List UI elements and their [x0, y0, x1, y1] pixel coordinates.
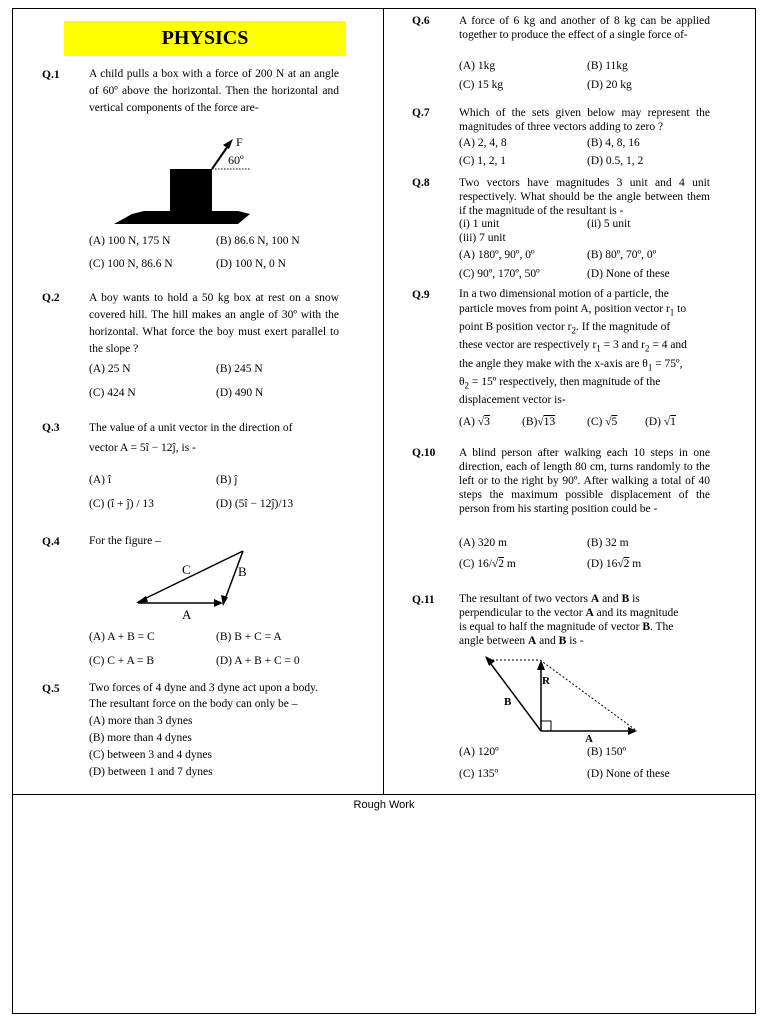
- q2-number: Q.2: [42, 292, 60, 304]
- q11-arrowhead-a: [628, 727, 637, 735]
- q7-number: Q.7: [412, 107, 430, 119]
- q5-text-1: Two forces of 4 dyne and 3 dyne act upon a body.: [89, 682, 319, 694]
- q8-option-a[interactable]: (A) 180º, 90º, 0º: [459, 249, 535, 261]
- q10-option-a[interactable]: (A) 320 m: [459, 537, 507, 549]
- q7-option-b[interactable]: (B) 4, 8, 16: [587, 137, 640, 149]
- q2-option-a[interactable]: (A) 25 N: [89, 363, 131, 375]
- q6-option-a[interactable]: (A) 1kg: [459, 60, 496, 72]
- q3-option-c[interactable]: (C) (î + ĵ) / 13: [89, 498, 154, 510]
- q1-text: A child pulls a box with a force of 200 N at an angle of 60º above the horizontal. Then the horizontal and vertical components of the force are-: [89, 68, 339, 114]
- q5-option-a[interactable]: (A) more than 3 dynes: [89, 715, 193, 727]
- q9-option-d[interactable]: (D) √1: [645, 416, 676, 428]
- q1-f-label: F: [236, 135, 243, 149]
- q3-text-2: vector A = 5î − 12ĵ, is -: [89, 442, 196, 454]
- q4-text: For the figure –: [89, 535, 161, 547]
- q6-option-b[interactable]: (B) 11kg: [587, 60, 628, 72]
- q9-line-2: particle moves from point A, position vector $r_1$ to: [459, 303, 687, 318]
- q8-option-b[interactable]: (B) 80º, 70º, 0º: [587, 249, 657, 261]
- q1-ground: [114, 211, 250, 224]
- footer-divider: [12, 794, 756, 795]
- q4-arrowhead-b: [221, 595, 228, 606]
- q10-text: A blind person after walking each 10 steps in one direction, each of length 80 cm, turns randomly to the left or to the right by 90º. After walking a total of 40 steps the maximum possible displacement of the person from his starting position could be -: [459, 447, 710, 515]
- q10-number: Q.10: [412, 447, 436, 459]
- q11-right-angle: [541, 721, 551, 731]
- q2-text: A boy wants to hold a 50 kg box at rest on a snow covered hill. The hill makes an angle of 30º with the horizontal. What force the boy must exert parallel to the slope ?: [89, 292, 339, 355]
- q9-line-6: $\theta_2$ = 15º respectively, then magnitude of the: [459, 376, 661, 391]
- q11-line-4: angle between A and B is -: [459, 635, 584, 647]
- q10-option-d[interactable]: (D) 16√2 m: [587, 558, 642, 570]
- q1-option-c[interactable]: (C) 100 N, 86.6 N: [89, 258, 173, 270]
- q9-line-3: point B position vector $r_2$. If the magnitude of: [459, 321, 671, 336]
- q8-number: Q.8: [412, 177, 430, 189]
- q5-option-c[interactable]: (C) between 3 and 4 dynes: [89, 749, 212, 761]
- q11-line-3: is equal to half the magnitude of vector B. The: [459, 621, 674, 633]
- q11-label-b: B: [504, 696, 512, 708]
- q9-line-4: these vector are respectively $r_1 = 3$ and $r_2 = 4$ and: [459, 339, 687, 354]
- q7-text: Which of the sets given below may represent the magnitudes of three vectors adding to zero ?: [459, 107, 710, 133]
- q1-arrowhead: [223, 139, 233, 149]
- q7-option-a[interactable]: (A) 2, 4, 8: [459, 137, 507, 149]
- q11-line-1: The resultant of two vectors A and B is: [459, 593, 640, 605]
- q1-option-a[interactable]: (A) 100 N, 175 N: [89, 235, 171, 247]
- q4-figure: [130, 544, 255, 624]
- q4-label-a: A: [182, 607, 192, 622]
- q11-arrowhead-b: [485, 656, 495, 666]
- q3-option-d[interactable]: (D) (5î − 12ĵ)/13: [216, 498, 294, 510]
- q6-number: Q.6: [412, 15, 430, 27]
- q11-line-2: perpendicular to the vector A and its magnitude: [459, 607, 679, 619]
- q11-figure: [475, 650, 645, 745]
- q6-text: A force of 6 kg and another of 8 kg can be applied together to produce the effect of a single force of-: [459, 15, 710, 41]
- q3-option-b[interactable]: (B) ĵ: [216, 474, 238, 486]
- q3-text-1: The value of a unit vector in the direction of: [89, 422, 293, 434]
- q6-option-d[interactable]: (D) 20 kg: [587, 79, 632, 91]
- q5-option-d[interactable]: (D) between 1 and 7 dynes: [89, 766, 213, 778]
- q4-arrowhead-a: [214, 599, 223, 607]
- q9-option-a[interactable]: (A) √3: [459, 416, 490, 428]
- q11-right-dashed: [540, 660, 637, 731]
- q1-box: [170, 169, 212, 212]
- q8-case-ii: (ii) 5 unit: [587, 218, 631, 230]
- q4-option-c[interactable]: (C) C + A = B: [89, 655, 155, 667]
- q11-option-d[interactable]: (D) None of these: [587, 768, 670, 780]
- q8-option-d[interactable]: (D) None of these: [587, 268, 670, 280]
- q6-option-c[interactable]: (C) 15 kg: [459, 79, 504, 91]
- column-divider: [383, 8, 384, 795]
- q9-line-7: displacement vector is-: [459, 394, 566, 406]
- q2-option-c[interactable]: (C) 424 N: [89, 387, 136, 399]
- q1-figure: [110, 132, 260, 228]
- q4-option-d[interactable]: (D) A + B + C = 0: [216, 655, 300, 667]
- q9-line-5: the angle they make with the x-axis are $\theta_1$ = 75º,: [459, 358, 683, 373]
- q10-option-b[interactable]: (B) 32 m: [587, 537, 629, 549]
- q4-arrowhead-c: [136, 596, 148, 603]
- section-banner: PHYSICS: [64, 21, 346, 56]
- q4-option-a[interactable]: (A) A + B = C: [89, 631, 155, 643]
- q3-number: Q.3: [42, 422, 60, 434]
- q2-option-d[interactable]: (D) 490 N: [216, 387, 264, 399]
- q11-label-r: R: [542, 675, 550, 687]
- q7-option-d[interactable]: (D) 0.5, 1, 2: [587, 155, 644, 167]
- q2-option-b[interactable]: (B) 245 N: [216, 363, 263, 375]
- q11-option-c[interactable]: (C) 135º: [459, 768, 499, 780]
- q1-angle-label: 60º: [228, 153, 244, 167]
- q3-option-a[interactable]: (A) î: [89, 474, 112, 486]
- q11-number: Q.11: [412, 594, 435, 606]
- q9-option-c[interactable]: (C) √5: [587, 416, 618, 428]
- q9-option-b[interactable]: (B)√13: [522, 416, 556, 428]
- q1-number: Q.1: [42, 69, 60, 81]
- q5-number: Q.5: [42, 683, 60, 695]
- q11-label-a: A: [585, 733, 593, 745]
- q4-label-b: B: [238, 564, 247, 579]
- rough-work-label: Rough Work: [353, 799, 415, 811]
- q1-option-d[interactable]: (D) 100 N, 0 N: [216, 258, 286, 270]
- q5-text-2: The resultant force on the body can only be –: [89, 698, 298, 710]
- q1-option-b[interactable]: (B) 86.6 N, 100 N: [216, 235, 300, 247]
- q11-option-b[interactable]: (B) 150º: [587, 746, 627, 758]
- q11-arrowhead-r: [537, 660, 545, 670]
- q5-option-b[interactable]: (B) more than 4 dynes: [89, 732, 192, 744]
- q11-option-a[interactable]: (A) 120º: [459, 746, 499, 758]
- q4-label-c: C: [182, 562, 191, 577]
- q4-option-b[interactable]: (B) B + C = A: [216, 631, 282, 643]
- q11-vector-b: [488, 660, 541, 731]
- q4-number: Q.4: [42, 536, 60, 548]
- q8-case-iii: (iii) 7 unit: [459, 232, 506, 244]
- q10-option-c[interactable]: (C) 16/√2 m: [459, 558, 516, 570]
- q8-text: Two vectors have magnitudes 3 unit and 4 unit respectively. What should be the angle between them if the magnitude of the resultant is -: [459, 177, 710, 217]
- q8-case-i: (i) 1 unit: [459, 218, 500, 230]
- q9-number: Q.9: [412, 289, 430, 301]
- q7-option-c[interactable]: (C) 1, 2, 1: [459, 155, 506, 167]
- q8-option-c[interactable]: (C) 90º, 170º, 50º: [459, 268, 540, 280]
- q9-line-1: In a two dimensional motion of a particle, the: [459, 288, 669, 300]
